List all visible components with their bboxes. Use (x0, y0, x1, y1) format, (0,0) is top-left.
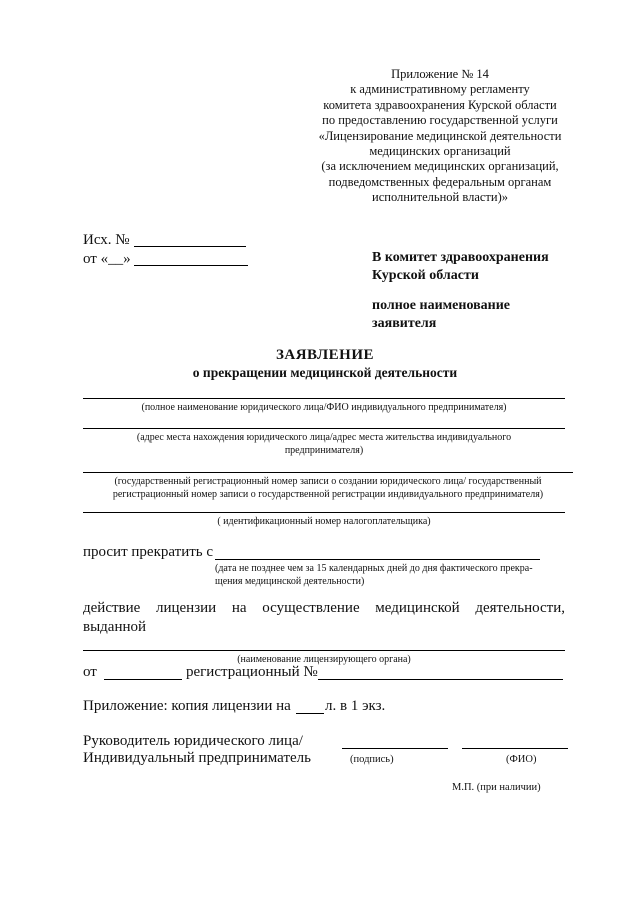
license-word: на (231, 600, 247, 616)
hint-applicant-name: (полное наименование юридического лица/ФИО индивидуального предпринимателя) (141, 402, 507, 413)
outgoing-number-field[interactable] (134, 246, 246, 247)
addressee-line-1: В комитет здравоохранения (372, 250, 549, 265)
appendix-line: комитета здравоохранения Курской области (323, 97, 557, 112)
hint-registration-1: (государственный регистрационный номер записи о создании юридического лица/ государственный (114, 476, 542, 487)
hint-address-2: предпринимателя) (284, 445, 364, 456)
licensing-authority-field[interactable] (83, 650, 565, 651)
outgoing-date-field[interactable] (134, 265, 248, 266)
hint-licensing-authority: (наименование лицензирующего органа) (237, 654, 411, 665)
document-subtitle: о прекращении медицинской деятельности (192, 365, 458, 380)
license-word: деятельности, (475, 600, 565, 616)
stamp-place: М.П. (при наличии) (452, 782, 541, 793)
hint-registration-2: регистрационный номер записи о государственной регистрации индивидуального предпринимателя) (112, 489, 544, 500)
attachment-pages-field[interactable] (296, 713, 324, 714)
addressee-line-2: Курской области (372, 268, 479, 283)
applicant-name-placeholder-1: полное наименование (372, 298, 511, 313)
signatory-role-1: Руководитель юридического лица/ (83, 733, 303, 749)
appendix-line: исполнительной власти)» (372, 190, 508, 205)
outgoing-date-label: от «__» (83, 251, 131, 267)
license-sentence (83, 600, 565, 617)
appendix-line: Приложение № 14 (391, 67, 489, 81)
applicant-name-placeholder-2: заявителя (372, 316, 437, 331)
registration-number-field[interactable] (83, 472, 573, 473)
hint-address-1: (адрес места нахождения юридического лица/адрес места жительства индивидуального (136, 432, 512, 443)
attachment-suffix: л. в 1 экз. (325, 698, 386, 714)
license-issued-label: выданной (83, 619, 147, 635)
license-word: лицензии (155, 600, 217, 616)
outgoing-number-label: Исх. № (83, 232, 130, 248)
termination-date-field[interactable] (215, 559, 540, 560)
fio-field[interactable] (462, 748, 568, 749)
signatory-role-2: Индивидуальный предприниматель (83, 750, 311, 766)
appendix-line: (за исключением медицинских организаций, (321, 159, 559, 174)
license-word: осуществление (262, 600, 360, 616)
fio-caption: (ФИО) (506, 754, 537, 765)
address-field[interactable] (83, 428, 565, 429)
license-word: действие (83, 600, 141, 616)
hint-termination-date-1: (дата не позднее чем за 15 календарных дней до дня фактического прекра- (215, 563, 533, 574)
appendix-header (300, 67, 580, 206)
appendix-line: «Лицензирование медицинской деятельности (318, 128, 562, 143)
applicant-name-field[interactable] (83, 398, 565, 399)
signature-caption: (подпись) (350, 754, 394, 765)
signature-field[interactable] (342, 748, 448, 749)
document-title: ЗАЯВЛЕНИЕ (275, 347, 375, 363)
hint-termination-date-2: щения медицинской деятельности) (215, 576, 365, 587)
appendix-line: по предоставлению государственной услуги (322, 113, 558, 128)
appendix-line: медицинских организаций (369, 144, 511, 159)
appendix-line: к административному регламенту (350, 82, 530, 97)
hint-inn: ( идентификационный номер налогоплательщика) (217, 516, 431, 527)
attachment-prefix: Приложение: копия лицензии на (83, 698, 291, 714)
inn-field[interactable] (83, 512, 565, 513)
license-word: медицинской (375, 600, 460, 616)
license-date-label: от (83, 664, 97, 680)
request-label: просит прекратить с (83, 544, 214, 560)
appendix-line: подведомственных федеральным органам (328, 174, 552, 189)
license-reg-number-label: регистрационный № (186, 664, 318, 680)
license-date-field[interactable] (104, 679, 182, 680)
license-reg-number-field[interactable] (318, 679, 563, 680)
